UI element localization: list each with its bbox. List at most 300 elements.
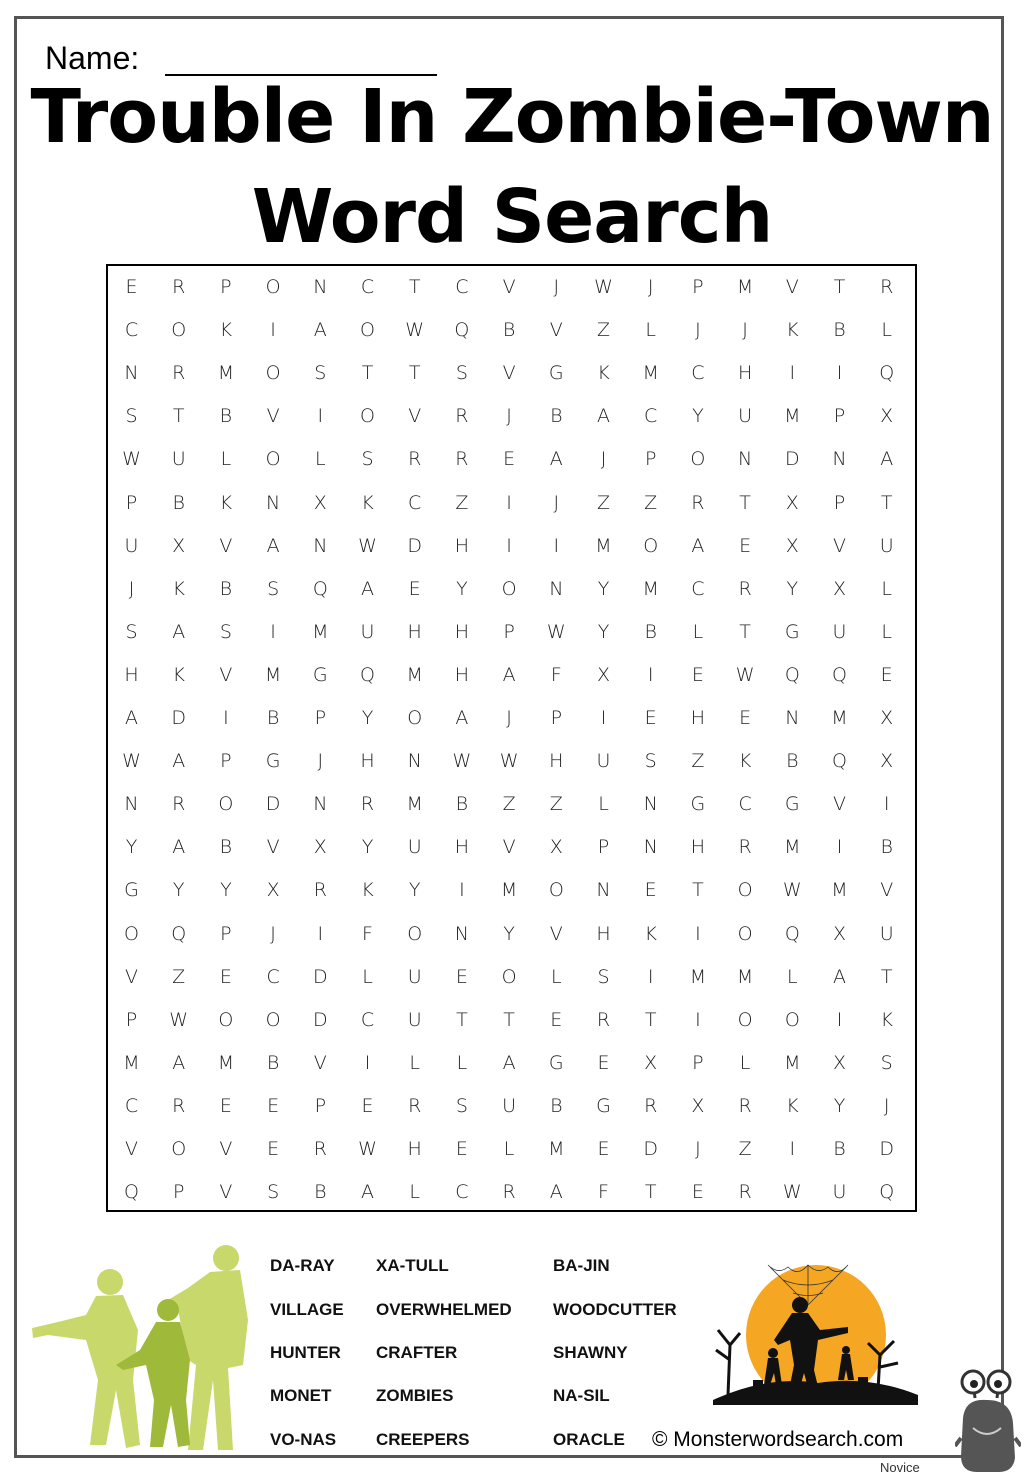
grid-letter[interactable]: L: [409, 1181, 420, 1204]
grid-letter[interactable]: Y: [786, 577, 799, 600]
grid-letter[interactable]: T: [739, 491, 751, 514]
grid-letter[interactable]: Q: [124, 1181, 139, 1204]
grid-letter[interactable]: Y: [692, 405, 704, 428]
grid-letter[interactable]: V: [266, 405, 280, 428]
grid-letter[interactable]: U: [879, 534, 894, 557]
grid-letter[interactable]: N: [643, 836, 658, 859]
grid-letter[interactable]: B: [502, 319, 516, 342]
grid-letter[interactable]: E: [408, 577, 421, 600]
grid-letter[interactable]: B: [644, 620, 657, 643]
grid-letter[interactable]: M: [784, 1051, 801, 1074]
grid-letter[interactable]: G: [548, 362, 564, 385]
grid-letter[interactable]: E: [644, 879, 657, 902]
grid-letter[interactable]: E: [267, 1094, 280, 1117]
grid-letter[interactable]: I: [317, 922, 324, 945]
grid-letter[interactable]: G: [784, 793, 800, 816]
grid-letter[interactable]: V: [833, 534, 846, 557]
grid-letter[interactable]: G: [690, 793, 706, 816]
grid-letter[interactable]: R: [644, 1094, 658, 1117]
grid-letter[interactable]: E: [739, 534, 752, 557]
grid-letter[interactable]: X: [832, 1051, 847, 1074]
grid-letter[interactable]: Z: [644, 491, 658, 514]
grid-letter[interactable]: Y: [503, 922, 515, 945]
grid-letter[interactable]: Q: [832, 750, 847, 773]
grid-letter[interactable]: N: [407, 750, 422, 773]
grid-letter[interactable]: B: [219, 836, 233, 859]
grid-letter[interactable]: O: [218, 793, 234, 816]
grid-letter[interactable]: E: [597, 1051, 610, 1074]
grid-letter[interactable]: X: [880, 707, 894, 729]
grid-letter[interactable]: O: [360, 319, 375, 342]
grid-letter[interactable]: S: [455, 1094, 468, 1117]
grid-letter[interactable]: O: [407, 922, 423, 945]
grid-letter[interactable]: Y: [361, 836, 374, 859]
grid-letter[interactable]: K: [219, 491, 233, 514]
grid-letter[interactable]: T: [361, 362, 374, 385]
grid-letter[interactable]: Z: [172, 965, 186, 988]
grid-letter[interactable]: A: [691, 534, 705, 557]
grid-letter[interactable]: B: [550, 1094, 563, 1117]
grid-letter[interactable]: P: [550, 707, 563, 729]
grid-letter[interactable]: A: [266, 534, 280, 557]
grid-letter[interactable]: H: [454, 663, 470, 686]
grid-letter[interactable]: M: [784, 836, 801, 859]
grid-letter[interactable]: E: [361, 1094, 374, 1117]
grid-letter[interactable]: B: [880, 836, 893, 859]
grid-letter[interactable]: J: [600, 448, 607, 471]
grid-letter[interactable]: K: [172, 577, 185, 600]
grid-letter[interactable]: V: [125, 965, 138, 988]
grid-letter[interactable]: E: [691, 1181, 704, 1204]
grid-letter[interactable]: O: [501, 965, 517, 988]
grid-letter[interactable]: X: [880, 405, 894, 428]
grid-letter[interactable]: U: [502, 1094, 517, 1117]
grid-letter[interactable]: L: [315, 448, 326, 471]
grid-letter[interactable]: V: [219, 534, 233, 557]
grid-letter[interactable]: T: [172, 405, 185, 428]
grid-letter[interactable]: E: [550, 1008, 563, 1031]
grid-letter[interactable]: S: [314, 362, 327, 385]
grid-letter[interactable]: O: [737, 922, 753, 945]
grid-letter[interactable]: W: [499, 750, 519, 773]
grid-letter[interactable]: H: [454, 534, 470, 557]
grid-letter[interactable]: V: [785, 276, 799, 298]
grid-letter[interactable]: Y: [597, 620, 610, 643]
grid-letter[interactable]: O: [265, 448, 281, 471]
grid-letter[interactable]: S: [880, 1051, 893, 1074]
grid-letter[interactable]: I: [270, 319, 276, 342]
grid-letter[interactable]: M: [264, 663, 282, 686]
grid-letter[interactable]: J: [270, 922, 276, 945]
grid-letter[interactable]: Q: [784, 922, 800, 945]
grid-letter[interactable]: B: [314, 1181, 327, 1204]
grid-letter[interactable]: O: [265, 1008, 281, 1031]
grid-letter[interactable]: J: [647, 276, 654, 298]
grid-letter[interactable]: T: [880, 491, 893, 514]
grid-letter[interactable]: P: [314, 1094, 327, 1117]
grid-letter[interactable]: C: [266, 965, 280, 988]
grid-letter[interactable]: M: [736, 276, 754, 298]
grid-letter[interactable]: N: [737, 448, 753, 471]
grid-letter[interactable]: C: [124, 319, 139, 342]
grid-letter[interactable]: E: [267, 1138, 280, 1160]
grid-letter[interactable]: Q: [832, 663, 847, 686]
grid-letter[interactable]: D: [879, 1138, 894, 1160]
grid-letter[interactable]: O: [407, 707, 423, 729]
grid-letter[interactable]: O: [737, 1008, 753, 1031]
grid-letter[interactable]: I: [459, 879, 465, 902]
grid-letter[interactable]: G: [265, 750, 281, 773]
grid-letter[interactable]: O: [265, 362, 281, 385]
grid-letter[interactable]: B: [266, 707, 280, 729]
grid-letter[interactable]: C: [691, 577, 705, 600]
grid-letter[interactable]: V: [219, 1181, 233, 1204]
grid-letter[interactable]: C: [408, 491, 422, 514]
grid-letter[interactable]: I: [883, 793, 890, 816]
grid-letter[interactable]: W: [735, 663, 755, 686]
grid-letter[interactable]: T: [880, 965, 893, 988]
grid-letter[interactable]: S: [267, 1181, 280, 1204]
grid-letter[interactable]: A: [361, 1181, 374, 1204]
grid-letter[interactable]: V: [502, 362, 516, 385]
grid-letter[interactable]: L: [881, 319, 892, 342]
grid-letter[interactable]: L: [739, 1051, 751, 1074]
grid-letter[interactable]: T: [456, 1008, 468, 1031]
grid-letter[interactable]: C: [455, 276, 469, 298]
grid-letter[interactable]: N: [785, 707, 800, 729]
grid-letter[interactable]: P: [220, 276, 232, 298]
grid-letter[interactable]: X: [266, 879, 280, 902]
grid-letter[interactable]: W: [122, 448, 141, 471]
grid-letter[interactable]: U: [171, 448, 186, 471]
grid-letter[interactable]: R: [738, 1094, 752, 1117]
grid-letter[interactable]: Z: [455, 491, 469, 514]
grid-letter[interactable]: A: [172, 836, 186, 859]
grid-letter[interactable]: M: [689, 965, 707, 988]
grid-letter[interactable]: K: [361, 879, 374, 902]
grid-letter[interactable]: A: [549, 1181, 563, 1204]
grid-letter[interactable]: J: [317, 750, 324, 773]
grid-letter[interactable]: T: [644, 1181, 657, 1204]
grid-letter[interactable]: X: [313, 836, 327, 859]
grid-letter[interactable]: K: [361, 491, 374, 514]
grid-letter[interactable]: I: [647, 965, 654, 988]
grid-letter[interactable]: S: [455, 362, 468, 385]
grid-letter[interactable]: X: [785, 491, 799, 514]
grid-letter[interactable]: E: [125, 276, 138, 298]
grid-letter[interactable]: P: [692, 1051, 704, 1074]
grid-letter[interactable]: K: [597, 362, 610, 385]
grid-letter[interactable]: L: [409, 1051, 420, 1074]
grid-letter[interactable]: Y: [456, 577, 468, 600]
grid-letter[interactable]: M: [312, 620, 329, 643]
grid-letter[interactable]: D: [784, 448, 800, 471]
grid-letter[interactable]: B: [786, 750, 799, 773]
grid-letter[interactable]: H: [407, 620, 422, 643]
grid-letter[interactable]: O: [737, 879, 753, 902]
grid-letter[interactable]: I: [506, 534, 512, 557]
grid-letter[interactable]: P: [597, 836, 610, 859]
grid-letter[interactable]: W: [452, 750, 472, 773]
grid-letter[interactable]: K: [172, 663, 185, 686]
grid-letter[interactable]: Z: [691, 750, 705, 773]
grid-letter[interactable]: L: [362, 965, 373, 988]
grid-letter[interactable]: J: [695, 1138, 701, 1160]
grid-letter[interactable]: U: [832, 1181, 847, 1204]
grid-letter[interactable]: P: [833, 491, 846, 514]
grid-letter[interactable]: L: [220, 448, 232, 471]
grid-letter[interactable]: P: [172, 1181, 185, 1204]
grid-letter[interactable]: K: [786, 319, 799, 342]
grid-letter[interactable]: X: [172, 534, 186, 557]
grid-letter[interactable]: N: [643, 793, 658, 816]
grid-letter[interactable]: O: [265, 276, 281, 298]
grid-letter[interactable]: P: [503, 620, 515, 643]
grid-letter[interactable]: M: [595, 534, 612, 557]
grid-letter[interactable]: K: [786, 1094, 799, 1117]
grid-letter[interactable]: R: [172, 1094, 186, 1117]
grid-letter[interactable]: R: [172, 276, 186, 298]
grid-letter[interactable]: V: [502, 836, 516, 859]
grid-letter[interactable]: G: [596, 1094, 611, 1117]
grid-letter[interactable]: G: [548, 1051, 564, 1074]
grid-letter[interactable]: M: [217, 362, 235, 385]
grid-letter[interactable]: A: [455, 707, 469, 729]
grid-letter[interactable]: Q: [360, 663, 375, 686]
grid-letter[interactable]: B: [550, 405, 563, 428]
grid-letter[interactable]: T: [408, 362, 421, 385]
grid-letter[interactable]: T: [739, 620, 751, 643]
grid-letter[interactable]: X: [785, 534, 799, 557]
grid-letter[interactable]: D: [171, 707, 186, 729]
grid-letter[interactable]: W: [122, 750, 141, 773]
grid-letter[interactable]: H: [360, 750, 375, 773]
grid-letter[interactable]: Q: [454, 319, 470, 342]
grid-letter[interactable]: O: [124, 922, 139, 945]
grid-letter[interactable]: U: [407, 1008, 422, 1031]
grid-letter[interactable]: R: [691, 491, 705, 514]
grid-letter[interactable]: H: [737, 362, 753, 385]
grid-letter[interactable]: V: [266, 836, 280, 859]
grid-letter[interactable]: N: [549, 577, 564, 600]
grid-letter[interactable]: R: [408, 448, 422, 471]
grid-letter[interactable]: U: [738, 405, 753, 428]
grid-letter[interactable]: Q: [879, 362, 895, 385]
grid-letter[interactable]: P: [220, 922, 232, 945]
grid-letter[interactable]: D: [407, 534, 422, 557]
grid-letter[interactable]: B: [266, 1051, 280, 1074]
grid-letter[interactable]: S: [597, 965, 610, 988]
grid-letter[interactable]: N: [596, 879, 611, 902]
grid-letter[interactable]: X: [880, 750, 894, 773]
grid-letter[interactable]: T: [644, 1008, 657, 1031]
grid-letter[interactable]: T: [692, 879, 704, 902]
grid-letter[interactable]: J: [883, 1094, 890, 1117]
grid-letter[interactable]: R: [880, 276, 894, 298]
grid-letter[interactable]: P: [125, 1008, 138, 1031]
grid-letter[interactable]: L: [881, 577, 892, 600]
grid-letter[interactable]: M: [217, 1051, 235, 1074]
grid-letter[interactable]: F: [598, 1181, 609, 1204]
grid-letter[interactable]: Y: [220, 879, 232, 902]
grid-letter[interactable]: Y: [361, 707, 374, 729]
grid-letter[interactable]: A: [172, 620, 186, 643]
grid-letter[interactable]: C: [455, 1181, 469, 1204]
grid-letter[interactable]: M: [642, 577, 659, 600]
grid-letter[interactable]: J: [553, 276, 560, 298]
grid-letter[interactable]: N: [124, 793, 139, 816]
grid-letter[interactable]: H: [454, 620, 470, 643]
grid-letter[interactable]: I: [223, 707, 229, 729]
grid-letter[interactable]: M: [736, 965, 754, 988]
grid-letter[interactable]: M: [123, 1051, 140, 1074]
grid-letter[interactable]: A: [880, 448, 894, 471]
grid-letter[interactable]: K: [219, 319, 233, 342]
grid-letter[interactable]: O: [171, 1138, 187, 1160]
grid-letter[interactable]: X: [832, 922, 847, 945]
grid-letter[interactable]: P: [314, 707, 327, 729]
grid-letter[interactable]: V: [408, 405, 422, 428]
grid-letter[interactable]: L: [551, 965, 562, 988]
grid-letter[interactable]: K: [880, 1008, 893, 1031]
grid-letter[interactable]: V: [219, 1138, 233, 1160]
grid-letter[interactable]: Z: [738, 1138, 752, 1160]
grid-letter[interactable]: U: [879, 922, 894, 945]
grid-letter[interactable]: V: [549, 319, 563, 342]
grid-letter[interactable]: S: [219, 620, 232, 643]
grid-letter[interactable]: E: [597, 1138, 610, 1160]
grid-letter[interactable]: U: [407, 965, 422, 988]
grid-letter[interactable]: O: [501, 577, 517, 600]
grid-letter[interactable]: A: [502, 663, 516, 686]
grid-letter[interactable]: N: [313, 534, 328, 557]
grid-letter[interactable]: G: [784, 620, 800, 643]
grid-letter[interactable]: G: [124, 879, 139, 902]
grid-letter[interactable]: H: [454, 836, 470, 859]
grid-letter[interactable]: D: [265, 793, 281, 816]
grid-letter[interactable]: O: [784, 1008, 800, 1031]
grid-letter[interactable]: O: [643, 534, 659, 557]
grid-letter[interactable]: T: [503, 1008, 515, 1031]
grid-letter[interactable]: W: [405, 319, 425, 342]
grid-letter[interactable]: E: [455, 965, 468, 988]
grid-letter[interactable]: A: [172, 1051, 186, 1074]
grid-letter[interactable]: O: [690, 448, 706, 471]
grid-letter[interactable]: B: [455, 793, 469, 816]
grid-letter[interactable]: J: [742, 319, 748, 342]
grid-letter[interactable]: Z: [596, 491, 611, 514]
grid-letter[interactable]: Z: [549, 793, 563, 816]
grid-letter[interactable]: S: [125, 620, 138, 643]
grid-letter[interactable]: R: [313, 1138, 327, 1160]
grid-letter[interactable]: P: [644, 448, 657, 471]
grid-letter[interactable]: V: [125, 1138, 138, 1160]
grid-letter[interactable]: W: [594, 276, 613, 298]
grid-letter[interactable]: N: [313, 793, 328, 816]
grid-letter[interactable]: C: [124, 1094, 139, 1117]
grid-letter[interactable]: A: [313, 319, 327, 342]
grid-letter[interactable]: U: [596, 750, 611, 773]
grid-letter[interactable]: O: [171, 319, 187, 342]
grid-letter[interactable]: V: [313, 1051, 327, 1074]
grid-letter[interactable]: M: [642, 362, 659, 385]
grid-letter[interactable]: I: [506, 491, 512, 514]
grid-letter[interactable]: A: [549, 448, 563, 471]
grid-letter[interactable]: R: [455, 448, 469, 471]
grid-letter[interactable]: I: [647, 663, 654, 686]
grid-letter[interactable]: B: [833, 319, 846, 342]
grid-letter[interactable]: K: [738, 750, 752, 773]
grid-letter[interactable]: H: [690, 836, 706, 859]
grid-letter[interactable]: H: [690, 707, 706, 729]
grid-letter[interactable]: W: [358, 534, 377, 557]
grid-letter[interactable]: H: [596, 922, 611, 945]
grid-letter[interactable]: R: [738, 836, 752, 859]
grid-letter[interactable]: I: [789, 362, 796, 385]
grid-letter[interactable]: V: [549, 922, 563, 945]
grid-letter[interactable]: A: [597, 405, 610, 428]
grid-letter[interactable]: A: [172, 750, 186, 773]
grid-letter[interactable]: I: [836, 836, 843, 859]
grid-letter[interactable]: T: [833, 276, 846, 298]
grid-letter[interactable]: I: [836, 1008, 843, 1031]
grid-letter[interactable]: F: [550, 663, 562, 686]
grid-letter[interactable]: M: [548, 1138, 565, 1160]
grid-letter[interactable]: R: [455, 405, 469, 428]
grid-letter[interactable]: E: [739, 707, 752, 729]
grid-letter[interactable]: M: [500, 879, 518, 902]
grid-letter[interactable]: I: [789, 1138, 796, 1160]
grid-letter[interactable]: R: [738, 577, 752, 600]
grid-letter[interactable]: B: [219, 405, 233, 428]
grid-letter[interactable]: V: [880, 879, 894, 902]
grid-letter[interactable]: G: [312, 663, 328, 686]
grid-letter[interactable]: H: [124, 663, 139, 686]
grid-letter[interactable]: Z: [502, 793, 516, 816]
grid-letter[interactable]: R: [408, 1094, 422, 1117]
grid-letter[interactable]: S: [361, 448, 374, 471]
grid-letter[interactable]: I: [836, 362, 843, 385]
grid-letter[interactable]: A: [833, 965, 846, 988]
grid-letter[interactable]: R: [172, 362, 186, 385]
grid-letter[interactable]: N: [454, 922, 469, 945]
grid-letter[interactable]: W: [358, 1138, 377, 1160]
grid-letter[interactable]: I: [553, 534, 560, 557]
grid-letter[interactable]: J: [553, 491, 560, 514]
grid-letter[interactable]: H: [549, 750, 564, 773]
grid-letter[interactable]: O: [218, 1008, 234, 1031]
grid-letter[interactable]: L: [503, 1138, 515, 1160]
grid-letter[interactable]: B: [219, 577, 233, 600]
grid-letter[interactable]: T: [408, 276, 421, 298]
grid-letter[interactable]: X: [691, 1094, 705, 1117]
grid-letter[interactable]: E: [691, 663, 704, 686]
grid-letter[interactable]: C: [360, 1008, 375, 1031]
grid-letter[interactable]: P: [833, 405, 846, 428]
grid-letter[interactable]: W: [782, 879, 802, 902]
grid-letter[interactable]: I: [695, 922, 701, 945]
grid-letter[interactable]: L: [692, 620, 704, 643]
grid-letter[interactable]: M: [406, 793, 423, 816]
grid-letter[interactable]: P: [125, 491, 138, 514]
grid-letter[interactable]: P: [692, 276, 704, 298]
grid-letter[interactable]: X: [644, 1051, 658, 1074]
grid-letter[interactable]: X: [549, 836, 563, 859]
grid-letter[interactable]: N: [265, 491, 281, 514]
grid-letter[interactable]: I: [317, 405, 324, 428]
grid-letter[interactable]: J: [128, 577, 135, 600]
grid-letter[interactable]: C: [360, 276, 375, 298]
